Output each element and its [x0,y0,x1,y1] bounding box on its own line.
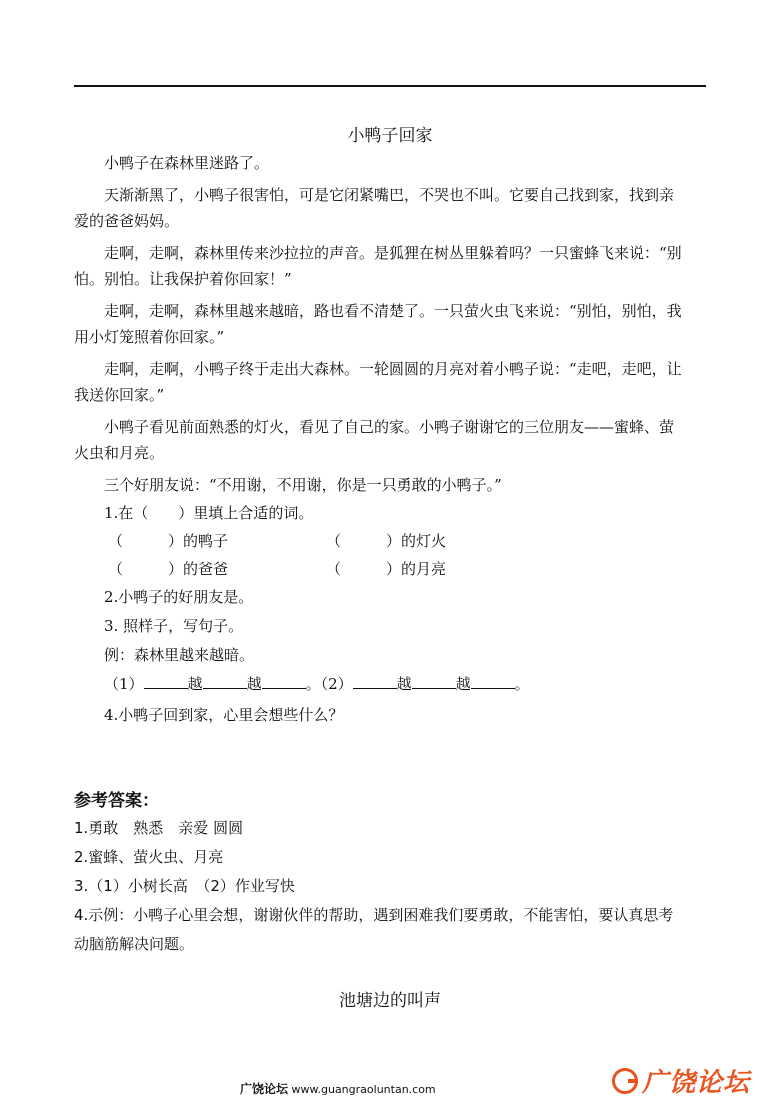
q1-row2-left: （ ）的爸爸 [108,560,229,578]
paragraph-5-line-1: 走啊，走啊，小鸭子终于走出大森林。一轮圆圆的月亮对着小鸭子说：“走吧，走吧，让 [104,360,682,378]
paragraph-2-line-2: 爱的爸爸妈妈。 [74,212,180,230]
q3-part1-label: （1） [104,675,144,693]
answer-4-line-2: 动脑筋解决问题。 [74,935,195,953]
answer-3: 3.（1）小树长高 （2）作业写快 [74,877,295,895]
answer-4-line-1: 4.示例：小鸭子心里会想，谢谢伙伴的帮助，遇到困难我们要勇敢，不能害怕，要认真思考 [74,906,674,924]
question-3-example: 例：森林里越来越暗。 [104,646,255,664]
q3-blank-3[interactable] [262,674,306,689]
logo-text: 广饶论坛 [642,1068,751,1098]
question-3: 3. 照样子，写句子。 [104,617,244,635]
question-1: 1.在（ ）里填上合适的词。 [104,504,314,522]
paragraph-3-line-1: 走啊，走啊，森林里传来沙拉拉的声音。是狐狸在树丛里躲着吗？一只蜜蜂飞来说：“别 [104,244,682,262]
paragraph-7: 三个好朋友说：“不用谢，不用谢，你是一只勇敢的小鸭子。” [104,476,502,494]
question-4: 4.小鸭子回到家，心里会想些什么？ [104,706,344,724]
footer [240,1080,436,1097]
footer-site-url[interactable]: www.guangraoluntan.com [291,1083,436,1096]
q3-yue-2: 越 [246,675,262,693]
story-title: 小鸭子回家 [347,126,433,146]
paragraph-5-line-2: 我送你回家。” [74,386,165,404]
q3-blank-5[interactable] [412,674,456,689]
paragraph-4-line-2: 用小灯笼照着你回家。” [74,328,225,346]
answer-2: 2.蜜蜂、萤火虫、月亮 [74,848,224,866]
q3-yue-4: 越 [455,675,471,693]
q3-blank-4[interactable] [353,674,397,689]
paragraph-6-line-2: 火虫和月亮。 [74,444,165,462]
q3-blank-6[interactable] [471,674,515,689]
header-rule [74,85,706,87]
question-3-blanks [104,671,530,697]
footer-site-name: 广饶论坛 [240,1082,289,1096]
q3-part2-label: （2） [320,675,353,693]
paragraph-2-line-1: 天渐渐黑了，小鸭子很害怕，可是它闭紧嘴巴，不哭也不叫。它要自己找到家，找到亲 [104,186,675,204]
site-logo [612,1062,750,1099]
q1-row1-left: （ ）的鸭子 [108,532,229,550]
paragraph-1: 小鸭子在森林里迷路了。 [104,154,270,172]
paragraph-6-line-1: 小鸭子看见前面熟悉的灯火，看见了自己的家。小鸭子谢谢它的三位朋友——蜜蜂、萤 [104,418,675,436]
question-2: 2.小鸭子的好朋友是。 [104,588,254,606]
q1-row2-right: （ ）的月亮 [326,560,447,578]
q3-blank-2[interactable] [203,674,247,689]
q3-yue-1: 越 [187,675,203,693]
q3-period-1: 。 [305,675,321,693]
next-story-title: 池塘边的叫声 [339,991,441,1011]
q3-blank-1[interactable] [144,674,188,689]
logo-g-icon [612,1068,638,1094]
paragraph-3-line-2: 怕。别怕。让我保护着你回家！” [74,270,292,288]
q3-period-2: 。 [514,675,530,693]
paragraph-4-line-1: 走啊，走啊，森林里越来越暗，路也看不清楚了。一只萤火虫飞来说：“别怕，别怕，我 [104,302,682,320]
answers-heading: 参考答案： [74,791,159,811]
q1-row1-right: （ ）的灯火 [326,532,447,550]
answer-1: 1.勇敢 熟悉 亲爱 圆圆 [74,819,244,837]
q3-yue-3: 越 [396,675,412,693]
